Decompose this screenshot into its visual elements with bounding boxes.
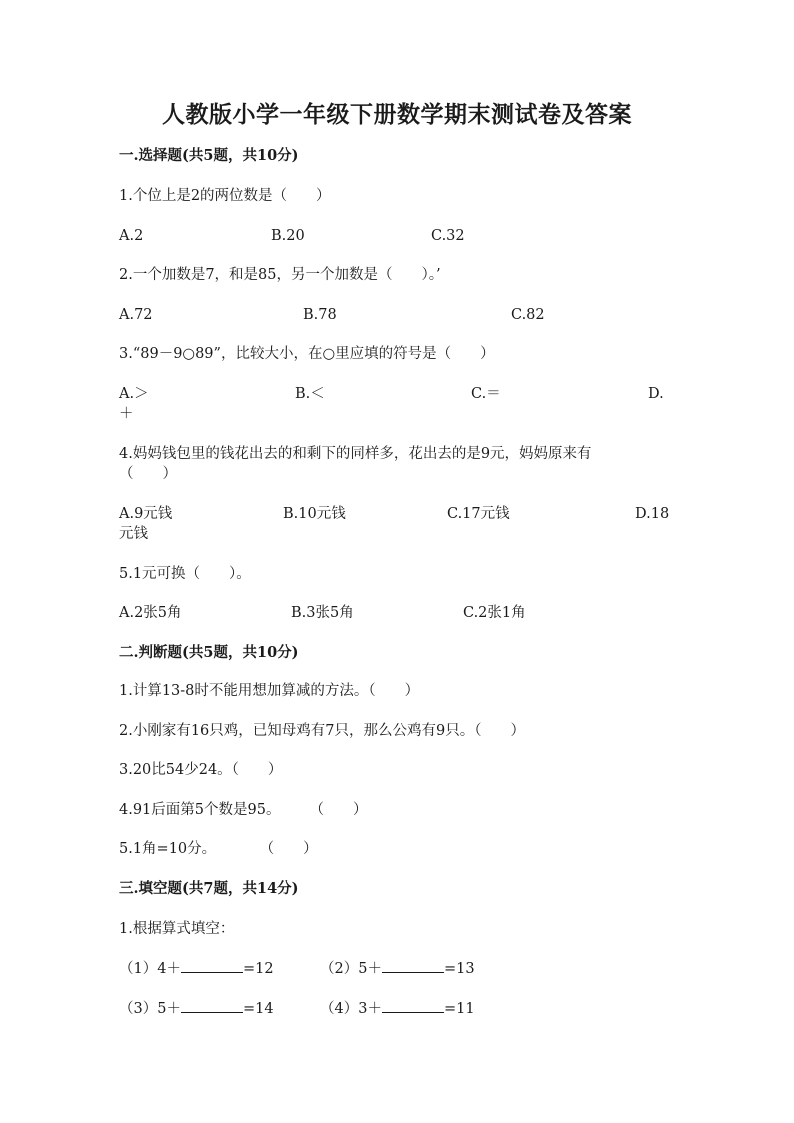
option-c: C.82 [511, 307, 545, 323]
question-stem: 1.个位上是2的两位数是（ ） [119, 188, 331, 204]
option-a: A.9元钱 [119, 506, 173, 522]
fill-item-2 [320, 958, 475, 979]
section-header-choice: 一.选择题(共5题，共10分) [119, 147, 299, 164]
option-c: C.＝ [471, 386, 501, 402]
option-c: C.17元钱 [447, 506, 510, 522]
fill-prefix: （4）3＋ [320, 1001, 382, 1017]
fill-item-1 [119, 958, 274, 979]
judgment-item: 2.小刚家有16只鸡，已知母鸡有7只，那么公鸡有9只。（ ） [119, 723, 525, 739]
fill-suffix: =11 [443, 1001, 475, 1017]
judgment-item: 4.91后面第5个数是95。 （ ） [119, 802, 368, 818]
question-stem: 5.1元可换（ ）。 [119, 566, 251, 582]
option-b: B.3张5角 [291, 605, 354, 621]
option-c: C.32 [431, 228, 465, 244]
option-a: A.＞ [119, 386, 149, 402]
option-d: D.18 [635, 506, 670, 522]
answer-blank[interactable] [382, 998, 444, 1013]
option-b: B.20 [271, 228, 305, 244]
answer-blank[interactable] [181, 998, 243, 1013]
judgment-item: 1.计算13-8时不能用想加算减的方法。（ ） [119, 683, 420, 699]
fill-prefix: （3）5＋ [119, 1001, 181, 1017]
option-a: A.72 [119, 307, 153, 323]
fill-prefix: （2）5＋ [320, 961, 382, 977]
option-d-continued: ＋ [119, 406, 134, 422]
fill-suffix: =12 [242, 961, 274, 977]
section-header-judgment: 二.判断题(共5题，共10分) [119, 644, 299, 661]
option-b: B.78 [303, 307, 337, 323]
option-b: B.10元钱 [283, 506, 346, 522]
question-stem: 3.“89－9○89”，比较大小，在○里应填的符号是（ ） [119, 346, 495, 362]
judgment-item: 3.20比54少24。（ ） [119, 762, 283, 778]
option-c: C.2张1角 [463, 605, 526, 621]
answer-blank[interactable] [181, 958, 243, 973]
answer-blank[interactable] [382, 958, 444, 973]
fill-suffix: =14 [242, 1001, 274, 1017]
question-stem: 4.妈妈钱包里的钱花出去的和剩下的同样多，花出去的是9元，妈妈原来有 [119, 446, 592, 462]
page-title: 人教版小学一年级下册数学期末测试卷及答案 [162, 101, 632, 128]
question-stem-continued: （ ） [119, 466, 177, 482]
option-a: A.2张5角 [119, 605, 182, 621]
fill-prefix: （1）4＋ [119, 961, 181, 977]
fill-item-3 [119, 998, 274, 1019]
option-a: A.2 [119, 228, 144, 244]
option-d: D. [648, 386, 664, 402]
option-d-continued: 元钱 [119, 526, 148, 542]
fill-suffix: =13 [443, 961, 475, 977]
question-stem: 2.一个加数是7，和是85，另一个加数是（ ）。’ [119, 267, 441, 283]
judgment-item: 5.1角=10分。 （ ） [119, 841, 318, 857]
section-header-fill: 三.填空题(共7题，共14分) [119, 880, 299, 897]
fill-item-4 [320, 998, 475, 1019]
question-stem: 1.根据算式填空： [119, 921, 235, 937]
option-b: B.＜ [295, 386, 325, 402]
